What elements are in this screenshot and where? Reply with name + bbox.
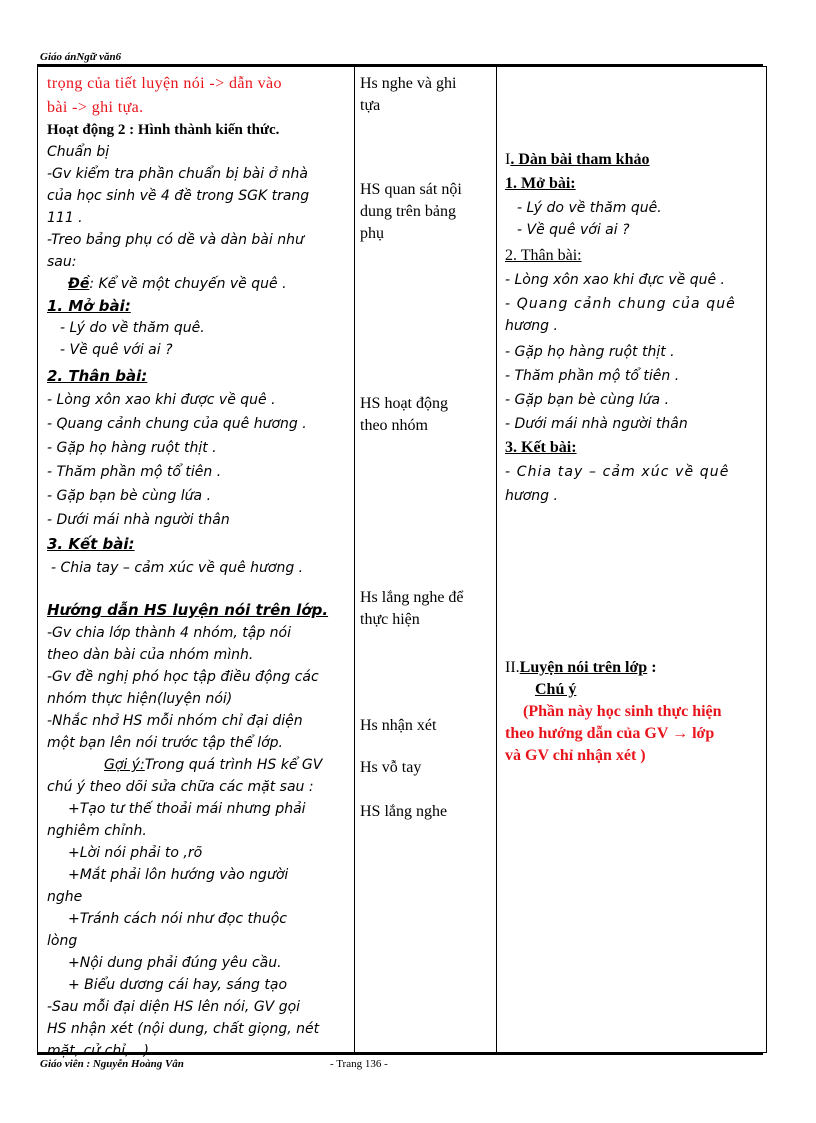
student-activity-column <box>355 67 497 1053</box>
note-line: và GV chỉ nhận xét ) <box>505 747 646 764</box>
student-activity-text: HS hoạt động <box>360 395 448 412</box>
outline-heading: 3. Kết bài: <box>505 439 577 456</box>
text-line: mặt, cử chỉ,…) <box>47 1043 149 1059</box>
intro-line-1: trọng của tiết luyện nói -> dẫn vào <box>47 75 282 92</box>
student-activity-text: thực hiện <box>360 611 420 628</box>
student-activity-text: dung trên bảng <box>360 203 456 220</box>
outline-item: - Quang cảnh chung của quê hương . <box>47 416 307 432</box>
section-1-title: . Dàn bài tham khảo <box>510 151 650 168</box>
outline-item: hương . <box>505 488 558 504</box>
text-line: -Gv kiểm tra phần chuẩn bị bài ở nhà <box>47 166 308 182</box>
outline-item: - Thăm phần mộ tổ tiên . <box>47 464 222 480</box>
suggestion-line <box>104 754 322 776</box>
text-line: nghiêm chỉnh. <box>47 823 147 839</box>
document-header: Giáo ánNgữ văn6 <box>40 51 122 63</box>
text-line: +Lời nói phải to ,rõ <box>68 845 203 861</box>
text-line: -Sau mỗi đại diện HS lên nói, GV gọi <box>47 999 301 1015</box>
text-line: +Mắt phải lôn hướng vào người <box>68 867 289 883</box>
note-label: Chú ý <box>535 681 577 698</box>
intro-line-2: bài -> ghi tựa. <box>47 99 144 116</box>
text-line: +Nội dung phải đúng yêu cầu. <box>68 955 282 971</box>
teacher-name: Giáo viên : Nguyễn Hoàng Vân <box>40 1058 184 1070</box>
student-activity-text: Hs vỗ tay <box>360 759 422 776</box>
text-line: chú ý theo dõi sửa chữa các mặt sau : <box>47 779 314 795</box>
text-line: +Tránh cách nói như đọc thuộc <box>68 911 287 927</box>
section-2-colon: : <box>647 659 657 676</box>
text-line: 111 . <box>47 210 83 226</box>
activity-2-heading: Hoạt động 2 : Hình thành kiến thức. <box>47 122 280 138</box>
section-2-number: II. <box>505 659 520 676</box>
outline-heading: 2. Thân bài: <box>505 247 582 264</box>
student-activity-text: Hs lắng nghe để <box>360 589 464 606</box>
outline-item: - Gặp bạn bè cùng lứa . <box>505 392 670 408</box>
practice-guide-heading: Hướng dẫn HS luyện nói trên lớp. <box>47 601 329 619</box>
text-line: -Nhắc nhở HS mỗi nhóm chỉ đại diện <box>47 713 303 729</box>
lesson-table <box>37 66 767 1059</box>
student-activity-text: tựa <box>360 97 381 114</box>
text-line: -Treo bảng phụ có dề và dàn bài như <box>47 232 304 248</box>
note-line: (Phần này học sinh thực hiện <box>523 703 722 720</box>
text-line: +Tạo tư thế thoải mái nhưng phải <box>68 801 306 817</box>
suggestion-label: Gợi ý: <box>104 757 145 773</box>
text-line: của học sinh về 4 đề trong SGK trang <box>47 188 310 204</box>
text-line: HS nhận xét (nội dung, chất giọng, nét <box>47 1021 320 1037</box>
outline-item: - Dưới mái nhà người thân <box>505 416 688 432</box>
outline-heading: 2. Thân bài: <box>47 367 148 385</box>
text-line: một bạn lên nói trước tập thể lớp. <box>47 735 283 751</box>
page-number: - Trang 136 - <box>330 1058 388 1070</box>
section-1-heading <box>505 149 649 171</box>
outline-item: - Về quê với ai ? <box>60 342 173 358</box>
topic-label: Đề <box>68 276 90 292</box>
suggestion-text: Trong quá trình HS kể GV <box>144 757 323 773</box>
outline-heading: 3. Kết bài: <box>47 535 135 553</box>
text-line: + Biểu dương cái hay, sáng tạo <box>68 977 288 993</box>
section-2-heading <box>505 657 657 679</box>
text-line: nhóm thực hiện(luyện nói) <box>47 691 233 707</box>
outline-item: hương . <box>505 318 558 334</box>
outline-item: - Quang cảnh chung của quê <box>505 296 736 312</box>
outline-item: - Chia tay – cảm xúc về quê hương . <box>51 560 304 576</box>
outline-item: - Gặp họ hàng ruột thịt . <box>47 440 217 456</box>
student-activity-text: Hs nghe và ghi <box>360 75 457 92</box>
note-line: theo hướng dẫn của GV → lớp <box>505 725 715 742</box>
student-activity-text: HS lắng nghe <box>360 803 448 820</box>
topic-text: : Kể về một chuyến về quê . <box>89 276 287 292</box>
outline-item: - Lòng xôn xao khi đực về quê . <box>505 272 725 288</box>
outline-heading: 1. Mở bài: <box>505 175 576 192</box>
section-2-title: Luyện nói trên lớp <box>519 659 648 676</box>
text-line: nghe <box>47 889 83 905</box>
outline-heading: 1. Mở bài: <box>47 297 131 315</box>
student-activity-text: HS quan sát nội <box>360 181 462 198</box>
topic-line <box>68 273 287 295</box>
outline-item: - Chia tay – cảm xúc về quê <box>505 464 730 480</box>
text-line: -Gv đề nghị phó học tập điều động các <box>47 669 319 685</box>
outline-item: - Dưới mái nhà người thân <box>47 512 230 528</box>
student-activity-text: Hs nhận xét <box>360 717 437 734</box>
outline-item: - Lý do về thăm quê. <box>517 200 662 216</box>
outline-item: - Thăm phần mộ tổ tiên . <box>505 368 680 384</box>
lesson-content-column <box>497 67 767 1053</box>
outline-item: - Gặp bạn bè cùng lứa . <box>47 488 212 504</box>
outline-item: - Lòng xôn xao khi được về quê . <box>47 392 276 408</box>
text-line: -Gv chia lớp thành 4 nhóm, tập nói <box>47 625 291 641</box>
outline-item: - Lý do về thăm quê. <box>60 320 205 336</box>
prep-label: Chuẩn bị <box>47 144 110 160</box>
text-line: theo dàn bài của nhóm mình. <box>47 647 254 663</box>
footer-rule <box>37 1053 763 1055</box>
student-activity-text: phụ <box>360 225 384 242</box>
section-1-number: I <box>505 151 511 168</box>
outline-item: - Gặp họ hàng ruột thịt . <box>505 344 675 360</box>
student-activity-text: theo nhóm <box>360 417 428 434</box>
text-line: lòng <box>47 933 78 949</box>
teacher-activity-column <box>38 67 355 1059</box>
text-line: sau: <box>47 254 77 270</box>
outline-item: - Về quê với ai ? <box>517 222 630 238</box>
